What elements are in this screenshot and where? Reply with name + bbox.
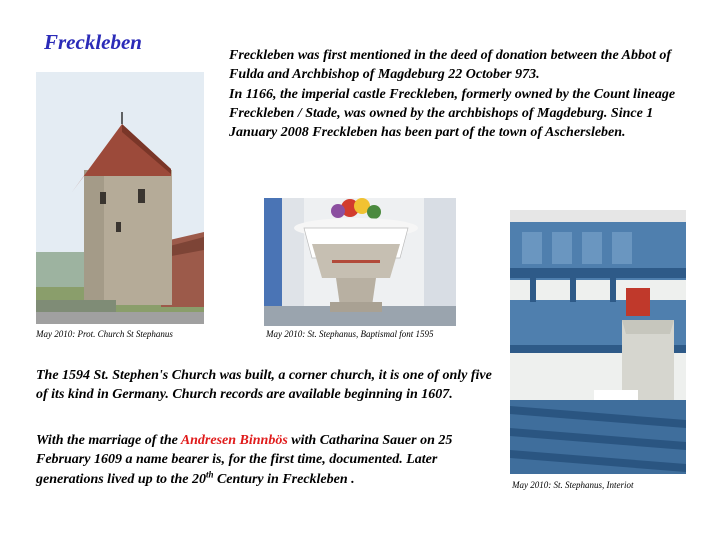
baptismal-font-caption: May 2010: St. Stephanus, Baptismal font 1595 bbox=[266, 329, 434, 339]
church-interior-caption: May 2010: St. Stephanus, Interiot bbox=[512, 480, 634, 490]
church-exterior-caption: May 2010: Prot. Church St Stephanus bbox=[36, 329, 173, 339]
highlighted-name: Andresen Binnbös bbox=[180, 433, 288, 448]
history-paragraph: The 1594 St. Stephen's Church was built, a corner church, it is one of only five of its kind in Germany. Church records are available beginning in 1607. bbox=[36, 368, 492, 403]
intro-text bbox=[229, 46, 699, 142]
church-interior-photo bbox=[510, 210, 686, 474]
name-bearer-paragraph bbox=[36, 431, 506, 489]
para-text-before: With the marriage of the bbox=[36, 433, 181, 448]
page-title: Freckleben bbox=[44, 30, 142, 54]
superscript-th: th bbox=[205, 468, 214, 479]
para-text-middle: with Catharina Sauer on 25 February 1609 a name bearer is, for the first time, documented. Later generations lived up to the 20 bbox=[36, 433, 453, 487]
intro-line-1: Freckleben was first mentioned in the deed of donation between the Abbot of Fulda and Archbishop of Magdeburg 22 October 973. bbox=[229, 48, 672, 83]
intro-line-2: In 1166, the imperial castle Freckleben, formerly owned by the Count lineage Freckleben / Stade, was owned by the archbishops of Magdeburg. Since 1 January 2008 Freckleben has been part of the town of Aschersleben. bbox=[229, 86, 676, 141]
baptismal-font-photo bbox=[264, 198, 456, 326]
church-exterior-photo bbox=[36, 72, 204, 324]
para-text-after: Century in Freckleben . bbox=[213, 471, 355, 487]
